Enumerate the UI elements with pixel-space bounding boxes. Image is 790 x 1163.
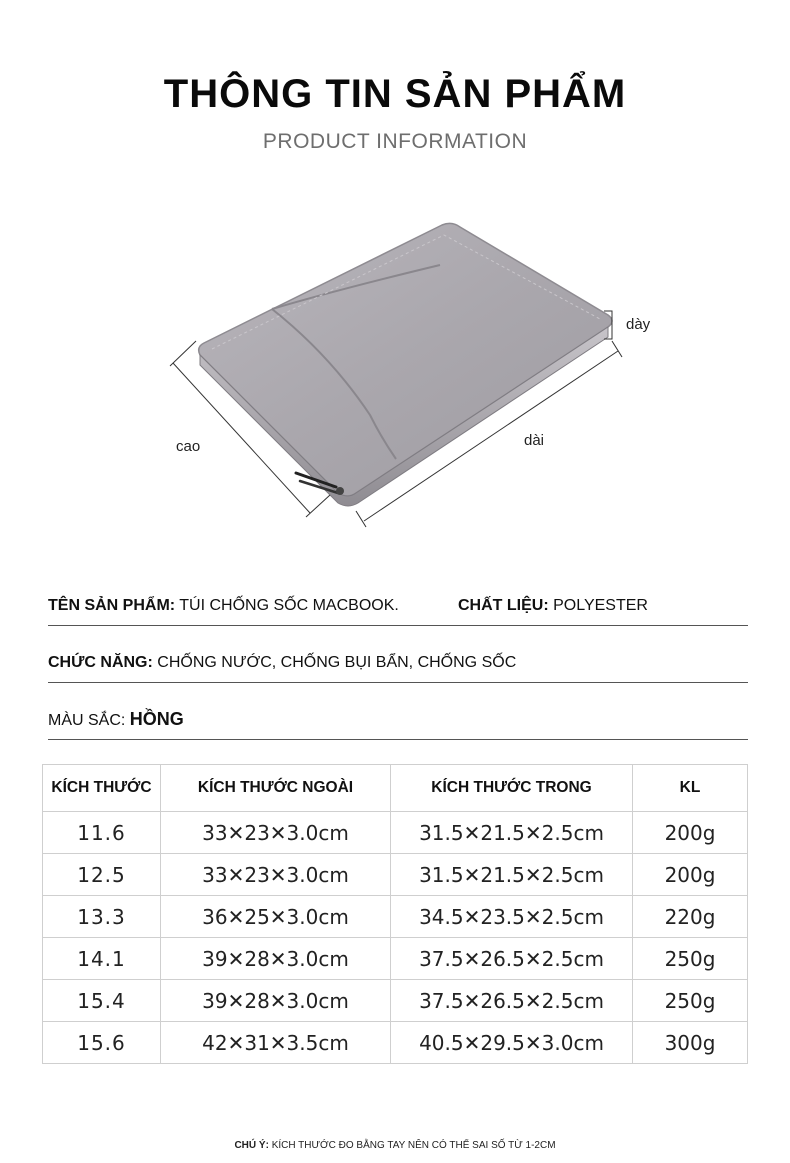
sleeve-body — [199, 223, 612, 496]
table-row — [43, 1022, 748, 1064]
cell-weight: 220g — [633, 896, 748, 938]
info-row-function — [48, 642, 748, 683]
cell-outer: 42✕31✕3.5cm — [161, 1022, 391, 1064]
thickness-label: dày — [626, 316, 651, 333]
cell-inner: 34.5✕23.5✕2.5cm — [391, 896, 633, 938]
header-weight: KL — [633, 765, 748, 812]
cell-weight: 250g — [633, 938, 748, 980]
info-row-color — [48, 699, 748, 740]
color-value: HỒNG — [129, 709, 184, 729]
function-label: CHỨC NĂNG: — [48, 654, 153, 671]
product-name-label: TÊN SẢN PHẨM: — [48, 597, 176, 614]
cell-weight: 200g — [633, 854, 748, 896]
color-label: MÀU SẮC: — [48, 712, 126, 729]
cell-inner: 37.5✕26.5✕2.5cm — [391, 980, 633, 1022]
laptop-sleeve-illustration — [160, 215, 651, 535]
cell-inner: 40.5✕29.5✕3.0cm — [391, 1022, 633, 1064]
table-row — [43, 896, 748, 938]
cell-size: 11.6 — [43, 812, 161, 854]
page-title: THÔNG TIN SẢN PHẨM — [163, 72, 627, 116]
cell-size: 13.3 — [43, 896, 161, 938]
table-row — [43, 812, 748, 854]
product-name-value: TÚI CHỐNG SỐC MACBOOK. — [179, 597, 399, 614]
info-row-name-material — [48, 585, 748, 626]
material-value: POLYESTER — [553, 597, 648, 614]
length-label: dài — [524, 432, 545, 449]
product-name — [48, 597, 399, 615]
measurement-note — [0, 1140, 790, 1151]
size-spec-table — [42, 764, 748, 1064]
cell-size: 15.4 — [43, 980, 161, 1022]
material — [458, 597, 648, 615]
page-subtitle: PRODUCT INFORMATION — [262, 130, 528, 153]
header-size: KÍCH THƯỚC — [43, 765, 161, 812]
table-header-row — [43, 765, 748, 812]
cell-inner: 31.5✕21.5✕2.5cm — [391, 812, 633, 854]
table-row — [43, 854, 748, 896]
cell-weight: 200g — [633, 812, 748, 854]
header-outer-size: KÍCH THƯỚC NGOÀI — [161, 765, 391, 812]
cell-inner: 37.5✕26.5✕2.5cm — [391, 938, 633, 980]
table-row — [43, 938, 748, 980]
header-inner-size: KÍCH THƯỚC TRONG — [391, 765, 633, 812]
cell-outer: 33✕23✕3.0cm — [161, 854, 391, 896]
cell-size: 12.5 — [43, 854, 161, 896]
cell-inner: 31.5✕21.5✕2.5cm — [391, 854, 633, 896]
height-label: cao — [176, 438, 201, 455]
cell-outer: 36✕25✕3.0cm — [161, 896, 391, 938]
cell-weight: 300g — [633, 1022, 748, 1064]
note-label: CHÚ Ý: — [234, 1140, 269, 1151]
table-row — [43, 980, 748, 1022]
cell-weight: 250g — [633, 980, 748, 1022]
cell-size: 14.1 — [43, 938, 161, 980]
cell-outer: 39✕28✕3.0cm — [161, 938, 391, 980]
cell-outer: 33✕23✕3.0cm — [161, 812, 391, 854]
color — [48, 709, 184, 730]
function — [48, 654, 516, 672]
function-value: CHỐNG NƯỚC, CHỐNG BỤI BẨN, CHỐNG SỐC — [157, 654, 517, 671]
material-label: CHẤT LIỆU: — [458, 597, 549, 614]
note-text: KÍCH THƯỚC ĐO BẰNG TAY NÊN CÓ THỂ SAI SỐ TỪ 1-2CM — [271, 1140, 556, 1151]
cell-size: 15.6 — [43, 1022, 161, 1064]
cell-outer: 39✕28✕3.0cm — [161, 980, 391, 1022]
